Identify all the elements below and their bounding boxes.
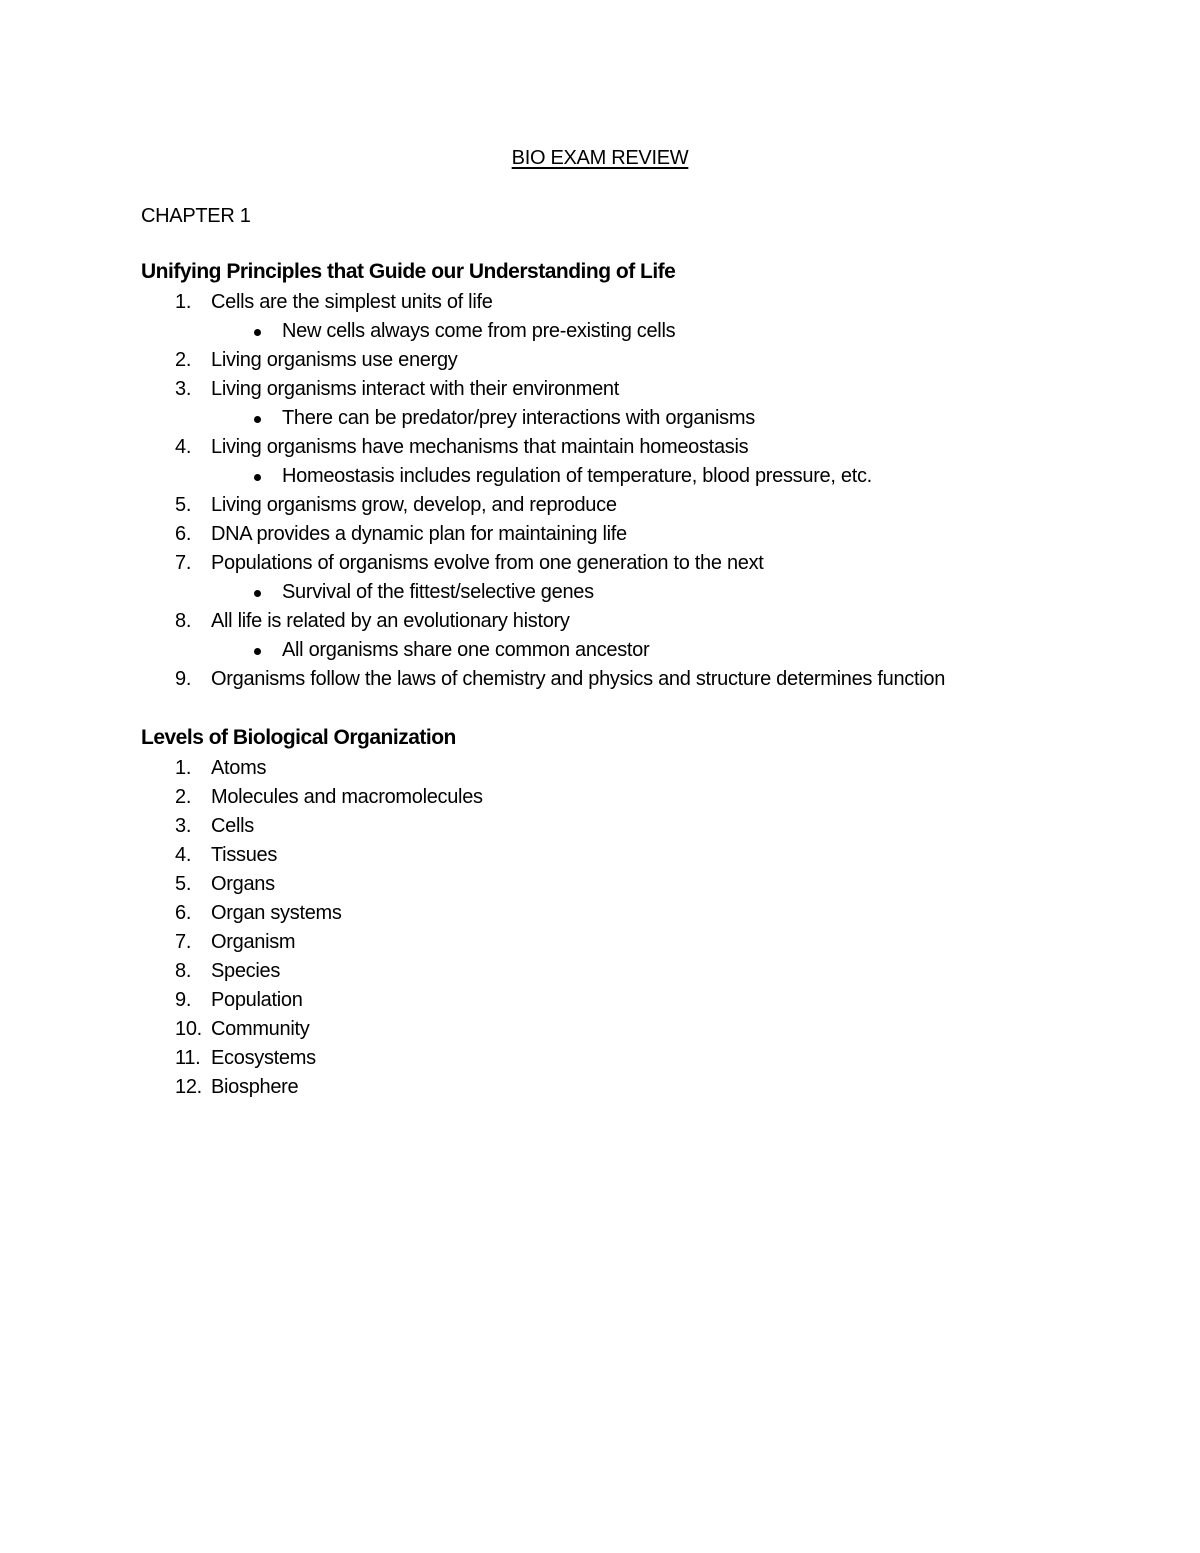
item-text: Organ systems [211,902,342,924]
item-number: 1. [175,291,192,313]
list-item [141,754,1141,783]
item-number: 4. [175,436,192,458]
principles-list [141,288,1141,694]
sub-bullet-item [141,404,1141,433]
item-number: 10. [175,1018,202,1040]
item-text: Living organisms grow, develop, and reproduce [211,494,617,516]
item-text: Organisms follow the laws of chemistry and physics and structure determines function [211,668,946,690]
item-number: 7. [175,931,192,953]
item-text: All life is related by an evolutionary history [211,610,570,632]
bullet-icon [254,474,261,481]
list-item [141,841,1141,870]
item-text: Population [211,989,303,1011]
sub-bullet-item [141,578,1141,607]
list-item [141,1015,1141,1044]
item-text: Biosphere [211,1076,299,1098]
item-number: 8. [175,960,192,982]
bullet-icon [254,590,261,597]
item-number: 3. [175,378,192,400]
item-text: Community [211,1018,310,1040]
item-text: Living organisms have mechanisms that maintain homeostasis [211,436,749,458]
list-item [141,783,1141,812]
list-item [141,1044,1141,1073]
section-heading: Unifying Principles that Guide our Understanding of Life [141,260,676,283]
item-number: 9. [175,668,192,690]
list-item [141,607,1141,636]
item-number: 9. [175,989,192,1011]
list-item [141,870,1141,899]
item-text: Tissues [211,844,278,866]
item-number: 12. [175,1076,202,1098]
item-text: Populations of organisms evolve from one generation to the next [211,552,764,574]
document-title: BIO EXAM REVIEW [511,147,689,169]
item-text: Atoms [211,757,267,779]
sub-bullet-text: All organisms share one common ancestor [282,639,650,661]
item-text: Ecosystems [211,1047,316,1069]
section-heading: Levels of Biological Organization [141,726,456,749]
section-unifying-principles [141,257,1141,694]
item-text: Cells [211,815,254,837]
bullet-icon [254,648,261,655]
section-levels-of-organization [141,723,1141,1102]
list-item [141,957,1141,986]
item-text: Living organisms use energy [211,349,458,371]
list-item [141,986,1141,1015]
list-item [141,812,1141,841]
item-number: 8. [175,610,192,632]
list-item [141,288,1141,317]
sub-bullet-item [141,462,1141,491]
list-item [141,665,1141,694]
sub-bullet-text: There can be predator/prey interactions with organisms [282,407,755,429]
bullet-icon [254,416,261,423]
list-item [141,346,1141,375]
item-number: 5. [175,873,192,895]
item-number: 6. [175,902,192,924]
list-item [141,433,1141,462]
list-item [141,1073,1141,1102]
item-number: 3. [175,815,192,837]
item-number: 4. [175,844,192,866]
item-text: Species [211,960,281,982]
list-item [141,520,1141,549]
list-item [141,375,1141,404]
item-text: Organs [211,873,275,895]
item-number: 7. [175,552,192,574]
item-text: Cells are the simplest units of life [211,291,493,313]
item-number: 11. [175,1047,201,1069]
list-item [141,491,1141,520]
levels-list [141,754,1141,1102]
sub-bullet-item [141,636,1141,665]
list-item [141,928,1141,957]
sub-bullet-item [141,317,1141,346]
list-item [141,549,1141,578]
item-text: Living organisms interact with their environment [211,378,620,400]
item-number: 5. [175,494,192,516]
item-text: Organism [211,931,296,953]
sub-bullet-text: Survival of the fittest/selective genes [282,581,594,603]
item-number: 2. [175,786,192,808]
item-number: 6. [175,523,192,545]
bullet-icon [254,329,261,336]
item-number: 2. [175,349,192,371]
item-number: 1. [175,757,192,779]
list-item [141,899,1141,928]
item-text: DNA provides a dynamic plan for maintaining life [211,523,627,545]
sub-bullet-text: Homeostasis includes regulation of temperature, blood pressure, etc. [282,465,872,487]
sub-bullet-text: New cells always come from pre-existing cells [282,320,676,342]
item-text: Molecules and macromolecules [211,786,483,808]
chapter-label: CHAPTER 1 [141,205,251,227]
